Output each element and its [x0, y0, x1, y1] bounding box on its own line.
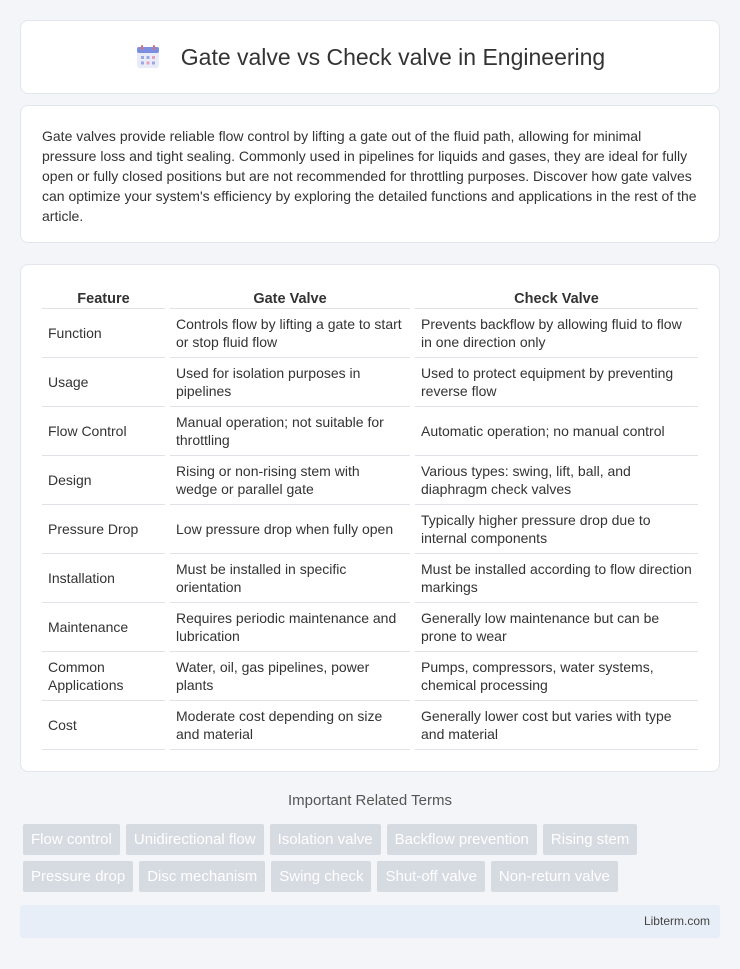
cell-gate-valve: Manual operation; not suitable for throttling — [170, 407, 410, 456]
table-row — [42, 456, 698, 505]
cell-check-valve: Various types: swing, lift, ball, and diaphragm check valves — [415, 456, 698, 505]
footer-site-name[interactable]: Libterm.com — [643, 914, 710, 928]
related-term-tag[interactable]: Shut-off valve — [377, 861, 484, 892]
cell-check-valve: Automatic operation; no manual control — [415, 407, 698, 456]
cell-feature: Installation — [42, 554, 165, 603]
cell-feature: Function — [42, 309, 165, 358]
related-term-tag[interactable]: Isolation valve — [270, 824, 381, 855]
intro-card — [20, 105, 720, 243]
cell-check-valve: Prevents backflow by allowing fluid to flow in one direction only — [415, 309, 698, 358]
cell-gate-valve: Controls flow by lifting a gate to start or stop fluid flow — [170, 309, 410, 358]
cell-feature: Pressure Drop — [42, 505, 165, 554]
table-row — [42, 701, 698, 750]
cell-gate-valve: Used for isolation purposes in pipelines — [170, 358, 410, 407]
table-row — [42, 407, 698, 456]
table-row — [42, 554, 698, 603]
related-term-tag[interactable]: Swing check — [271, 861, 371, 892]
related-term-tag[interactable]: Non-return valve — [491, 861, 618, 892]
header-card — [20, 20, 720, 94]
related-term-tag[interactable]: Unidirectional flow — [126, 824, 264, 855]
tag-row — [23, 824, 723, 855]
table-row — [42, 309, 698, 358]
comparison-table-card — [20, 264, 720, 772]
cell-gate-valve: Requires periodic maintenance and lubrication — [170, 603, 410, 652]
cell-check-valve: Generally low maintenance but can be prone to wear — [415, 603, 698, 652]
tag-row — [23, 861, 723, 892]
comparison-table — [42, 283, 698, 750]
table-row — [42, 603, 698, 652]
header-check-valve: Check Valve — [415, 283, 698, 309]
cell-feature: Design — [42, 456, 165, 505]
cell-check-valve: Pumps, compressors, water systems, chemical processing — [415, 652, 698, 701]
cell-feature: Cost — [42, 701, 165, 750]
cell-feature: Common Applications — [42, 652, 165, 701]
cell-gate-valve: Low pressure drop when fully open — [170, 505, 410, 554]
related-term-tag[interactable]: Backflow prevention — [387, 824, 537, 855]
page-title: Gate valve vs Check valve in Engineering — [180, 43, 606, 70]
cell-gate-valve: Must be installed in specific orientation — [170, 554, 410, 603]
table-row — [42, 652, 698, 701]
related-term-tag[interactable]: Disc mechanism — [139, 861, 265, 892]
header-feature: Feature — [42, 283, 165, 309]
calendar-grid-icon — [135, 44, 161, 70]
cell-gate-valve: Moderate cost depending on size and material — [170, 701, 410, 750]
table-row — [42, 358, 698, 407]
cell-gate-valve: Water, oil, gas pipelines, power plants — [170, 652, 410, 701]
cell-feature: Maintenance — [42, 603, 165, 652]
cell-check-valve: Used to protect equipment by preventing reverse flow — [415, 358, 698, 407]
footer — [20, 905, 720, 938]
table-header-row — [42, 283, 698, 309]
related-term-tag[interactable]: Pressure drop — [23, 861, 133, 892]
related-terms — [23, 824, 723, 898]
related-term-tag[interactable]: Flow control — [23, 824, 120, 855]
cell-feature: Flow Control — [42, 407, 165, 456]
cell-gate-valve: Rising or non-rising stem with wedge or parallel gate — [170, 456, 410, 505]
cell-check-valve: Typically higher pressure drop due to internal components — [415, 505, 698, 554]
related-term-tag[interactable]: Rising stem — [543, 824, 637, 855]
cell-check-valve: Must be installed according to flow direction markings — [415, 554, 698, 603]
related-terms-title: Important Related Terms — [288, 792, 452, 809]
cell-check-valve: Generally lower cost but varies with type and material — [415, 701, 698, 750]
table-row — [42, 505, 698, 554]
intro-text: Gate valves provide reliable flow control by lifting a gate out of the fluid path, allowing for minimal pressure loss and tight sealing. Commonly used in pipelines for liquids and gases, they are ideal for fully open or fully closed positions but are not recommended for throttling purposes. Discover how gate valves can optimize your system's efficiency by exploring the detailed functions and applications in the rest of the article. — [42, 128, 697, 224]
header-gate-valve: Gate Valve — [170, 283, 410, 309]
cell-feature: Usage — [42, 358, 165, 407]
